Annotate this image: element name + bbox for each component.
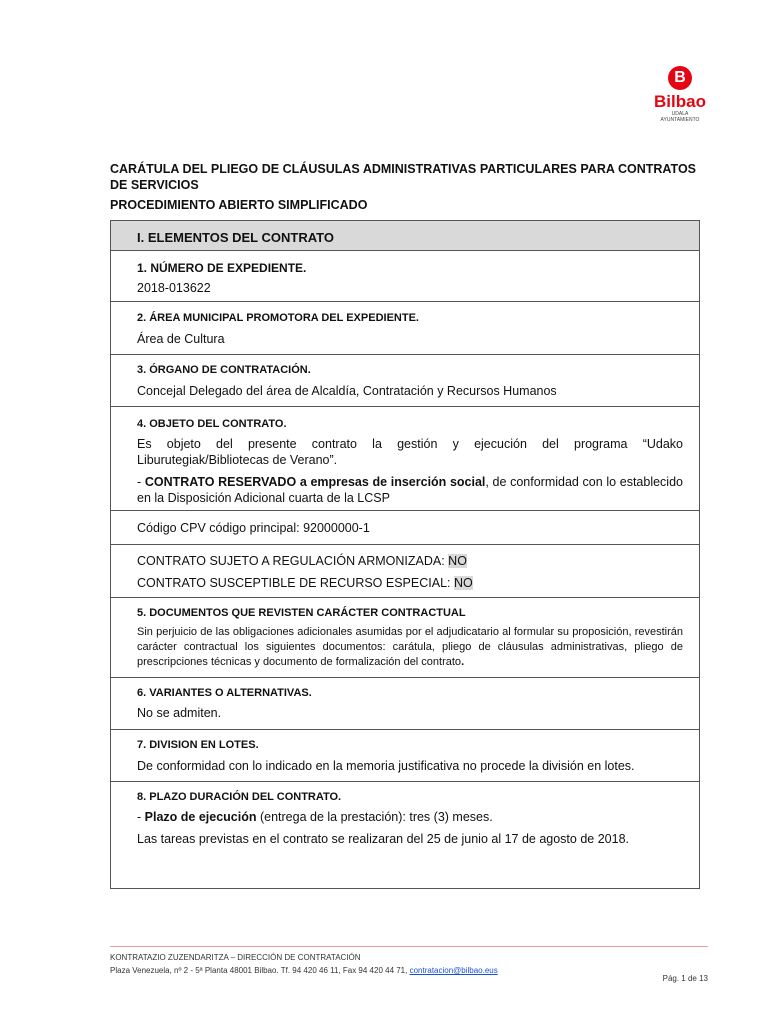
armonizada-line bbox=[137, 554, 467, 568]
reserved-rest: , de conformidad con lo establecido en la Disposición Adicional cuarta de la LCSP bbox=[137, 475, 683, 505]
logo-letter: B bbox=[668, 66, 692, 90]
section-heading: 4. OBJETO DEL CONTRATO. bbox=[137, 418, 287, 430]
page-number: Pág. 1 de 13 bbox=[662, 974, 708, 983]
section-expediente bbox=[111, 251, 699, 302]
section-regulacion bbox=[111, 545, 699, 598]
section-plazo bbox=[111, 782, 699, 888]
objeto-text: Es objeto del presente contrato la gestión y ejecución del programa “Udako Liburutegiak/Bibliotecas de Verano”. bbox=[137, 437, 683, 467]
reserved-bold: CONTRATO RESERVADO a empresas de inserción social bbox=[144, 475, 486, 489]
documentos-end: . bbox=[461, 656, 465, 668]
section-heading: 1. NÚMERO DE EXPEDIENTE. bbox=[137, 261, 307, 275]
email-link[interactable]: contratacion@bilbao.eus bbox=[409, 966, 498, 975]
cpv-code: Código CPV código principal: 92000000-1 bbox=[137, 521, 370, 535]
section-heading: 2. ÁREA MUNICIPAL PROMOTORA DEL EXPEDIENTE. bbox=[137, 312, 419, 324]
plazo-bold: Plazo de ejecución bbox=[144, 810, 257, 824]
section-value: 2018-013622 bbox=[137, 281, 211, 295]
section-heading: 8. PLAZO DURACIÓN DEL CONTRATO. bbox=[137, 791, 342, 803]
documentos-text bbox=[137, 625, 683, 670]
section-heading: 5. DOCUMENTOS QUE REVISTEN CARÁCTER CONTRACTUAL bbox=[137, 607, 466, 619]
reserved-contract-text bbox=[137, 474, 683, 506]
plazo-rest: (entrega de la prestación): tres (3) meses. bbox=[256, 810, 493, 824]
section-area bbox=[111, 302, 699, 355]
logo-name: Bilbao bbox=[654, 92, 706, 111]
dash: - bbox=[137, 810, 145, 824]
section-value: No se admiten. bbox=[137, 706, 222, 720]
armonizada-label: CONTRATO SUJETO A REGULACIÓN ARMONIZADA: bbox=[137, 554, 449, 568]
contract-elements-table bbox=[110, 220, 700, 889]
section-lotes bbox=[111, 730, 699, 782]
section-value: Área de Cultura bbox=[137, 332, 225, 346]
section-variantes bbox=[111, 678, 699, 730]
section-heading: 6. VARIANTES O ALTERNATIVAS. bbox=[137, 687, 312, 699]
dash: - bbox=[137, 475, 145, 489]
document-subtitle: PROCEDIMIENTO ABIERTO SIMPLIFICADO bbox=[110, 198, 368, 212]
footer-department: KONTRATAZIO ZUZENDARITZA – DIRECCIÓN DE CONTRATACIÓN bbox=[110, 953, 361, 962]
recurso-label: CONTRATO SUSCEPTIBLE DE RECURSO ESPECIAL: bbox=[137, 576, 454, 590]
logo-sub1: UDALA bbox=[671, 111, 689, 117]
section-heading: 3. ÓRGANO DE CONTRATACIÓN. bbox=[137, 364, 311, 376]
documentos-body: Sin perjuicio de las obligaciones adicionales asumidas por el adjudicatario al formular su proposición, revestirán carácter contractual los siguientes documentos: carátula, pliego de cláusulas administrativas, pliego de prescripciones técnicas y documento de formalización del contrato bbox=[137, 626, 683, 668]
recurso-line bbox=[137, 576, 473, 590]
recurso-value: NO bbox=[453, 576, 473, 590]
table-header: I. ELEMENTOS DEL CONTRATO bbox=[111, 221, 699, 251]
bilbao-logo bbox=[650, 66, 710, 123]
section-heading: 7. DIVISION EN LOTES. bbox=[137, 739, 259, 751]
document-title: CARÁTULA DEL PLIEGO DE CLÁUSULAS ADMINISTRATIVAS PARTICULARES PARA CONTRATOS DE SERVICIOS bbox=[110, 162, 696, 192]
section-organo bbox=[111, 355, 699, 407]
logo-sub2: AYUNTAMIENTO bbox=[660, 117, 700, 123]
section-objeto bbox=[111, 407, 699, 511]
armonizada-value: NO bbox=[448, 554, 467, 568]
section-value: De conformidad con lo indicado en la memoria justificativa no procede la división en lotes. bbox=[137, 759, 635, 773]
section-value: Concejal Delegado del área de Alcaldía, Contratación y Recursos Humanos bbox=[137, 384, 557, 398]
footer-address bbox=[110, 964, 708, 977]
page-footer bbox=[110, 946, 708, 977]
plazo-line bbox=[137, 810, 493, 824]
footer-contact: Plaza Venezuela, nº 2 - 5ª Planta 48001 Bilbao. Tf. 94 420 46 11, Fax 94 420 44 71, bbox=[110, 966, 410, 975]
section-documentos bbox=[111, 598, 699, 678]
section-cpv bbox=[111, 511, 699, 545]
tareas-line: Las tareas previstas en el contrato se realizaran del 25 de junio al 17 de agosto de 2018. bbox=[137, 832, 629, 846]
